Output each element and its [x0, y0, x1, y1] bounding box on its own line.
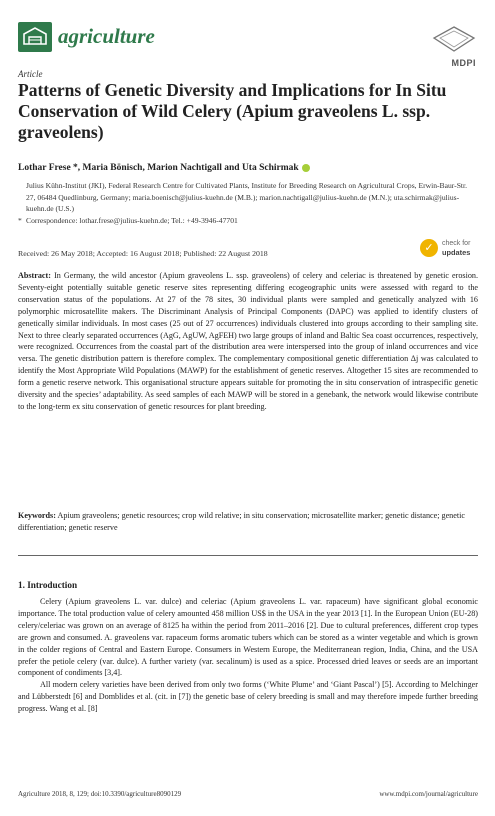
article-type: Article	[18, 69, 43, 79]
correspondence-row	[18, 215, 478, 227]
journal-logo-icon	[18, 22, 52, 52]
asterisk-icon: *	[18, 215, 22, 225]
paragraph: Celery (Apium graveolens L. var. dulce) and celeriac (Apium graveolens L. var. rapaceum) have significant global economic importance. The total production value of celery amounted 458 million US$ in the USA in the year 2013 [1]. In the European Union (EU-28) celery/celeriac was grown on an average of 8125 ha within the period from 2011–2016 [2]. Due to cultural preferences, different crop types are grown and consumed. A. graveolens var. rapaceum forms aromatic tubers which can be stored as a winter vegetable and which is grown in the colder regions of Central and Eastern Europe. Consumers in Western Europe, the Mediterranean region, India, China, and the USA prefer the petiole celery (var. dulce). A further variety (var. secalinum) is used as a spice. Processed dried leaves or seeds are an important component of condiments [3,4].	[18, 597, 478, 678]
orcid-icon[interactable]	[302, 164, 310, 172]
article-title: Patterns of Genetic Diversity and Implications for In Situ Conservation of Wild Celery (Apium graveolens L. ssp. graveolens)	[18, 80, 447, 142]
publication-dates: Received: 26 May 2018; Accepted: 16 August 2018; Published: 22 August 2018	[18, 249, 268, 258]
section-divider	[18, 555, 478, 556]
journal-name[interactable]: agriculture	[58, 24, 155, 48]
authors-text: Lothar Frese *, Maria Bönisch, Marion Nachtigall and Uta Schirmak	[18, 163, 299, 173]
footer-citation: Agriculture 2018, 8, 129; doi:10.3390/agriculture8090129	[18, 790, 182, 798]
keywords-label: Keywords:	[18, 511, 56, 520]
correspondence-text: Correspondence: lothar.frese@julius-kuehn.de; Tel.: +49-3946-47701	[26, 215, 238, 225]
section-heading-introduction: 1. Introduction	[18, 580, 78, 590]
affiliation-row	[18, 180, 478, 215]
check-for-updates-badge[interactable]	[420, 238, 482, 268]
keywords	[18, 510, 478, 534]
abstract	[18, 270, 478, 413]
footer-journal-url[interactable]: www.mdpi.com/journal/agriculture	[379, 790, 478, 798]
updates-label-1: check for	[442, 240, 471, 247]
check-updates-icon: ✓	[420, 239, 438, 257]
author-list	[18, 163, 478, 173]
publisher-name: MDPI	[451, 58, 476, 68]
abstract-label: Abstract:	[18, 271, 51, 280]
updates-label-2: updates	[442, 248, 471, 257]
paragraph: All modern celery varieties have been derived from only two forms (‘White Plume’ and ‘Giant Pascal’) [5]. According to Melchinger and Lübberstedt [6] and Domblides et al. (cit. in [7]) the genetic base of celery breeding is small and may therefore impede further breeding progress. Wang et al. [8]	[18, 680, 478, 714]
keywords-text: Apium graveolens; genetic resources; crop wild relative; in situ conservation; microsatellite marker; genetic distance; genetic differentiation; genetic reserve	[18, 511, 465, 532]
introduction-body	[18, 596, 478, 715]
abstract-text: In Germany, the wild ancestor (Apium graveolens L. ssp. graveolens) of celery and celeriac is threatened by genetic erosion. Seventy-eight potentially suitable genetic reserve sites representing differing ecogeographic units were assessed with regard to the conservation status of the populations. At 27 of the 78 sites, 30 individual plants were sampled and genetically analyzed with 16 polymorphic microsatellite makers. The Discriminant Analysis of Principal Components (DAPC) was applied to identify clusters of genetically similar individuals. In most cases (25 out of 27 occurrences) individuals clustered into groups according to their sampling site. Next to three clearly separated occurrences (AgG, AgUW, AgFEH) two large groups of inland and Baltic Sea coast occurrences, respectively, were recognized. Occurrences from the coastal part of the distribution area were interspersed into the group of inland occurrences and vice versa. The genetic distribution pattern is therefore complex. The complementary compositional genetic differentiation Δj was calculated to identify the Most Appropriate Wild Populations (MAWP) for the establishment of genetic reserves. Altogether 15 sites are recommended to form a genetic reserve network. This organisational structure appears suitable for promoting the in situ conservation of intraspecific genetic diversity and the species’ adaptability. As seed samples of each MAWP will be stored in a genebank, the network would likewise contribute to the long-term ex situ conservation of genetic resources for plant breeding.	[18, 271, 479, 411]
journal-header	[18, 22, 478, 68]
affiliation-text: Julius Kühn-Institut (JKI), Federal Research Centre for Cultivated Plants, Institute for Breeding Research on Agricultural Crops, Erwin-Baur-Str. 27, 06484 Quedlinburg, Germany; maria.boenisch@julius-kuehn.de (M.B.); marion.nachtigall@julius-kuehn.de (M.N.); uta.schirmak@julius-kuehn.de (U.S.)	[26, 181, 468, 213]
affiliations	[18, 180, 478, 226]
mdpi-logo-icon	[432, 26, 476, 52]
